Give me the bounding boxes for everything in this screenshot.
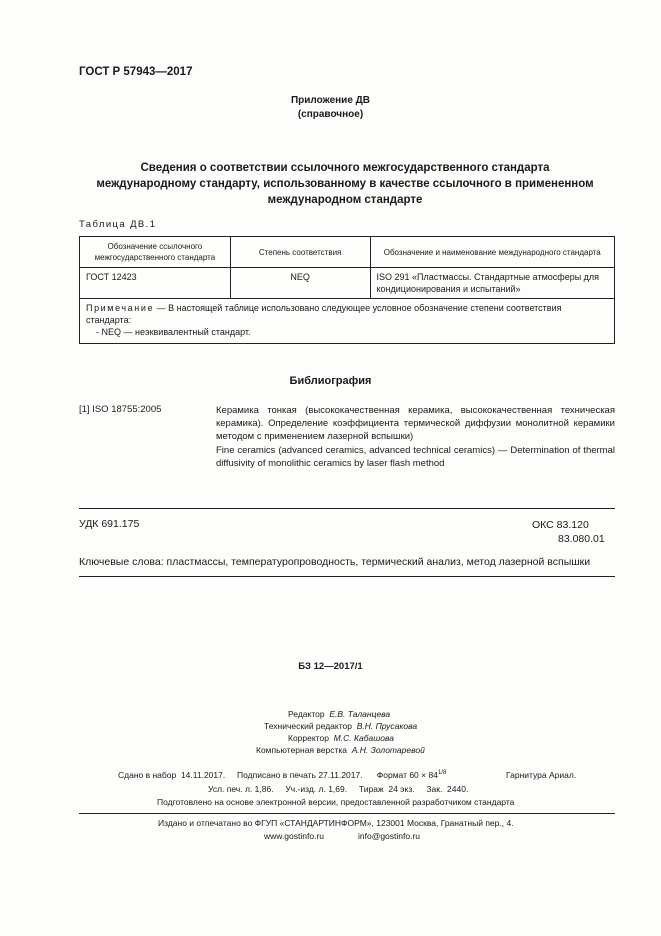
oks-code-2: 83.080.01 xyxy=(558,533,605,545)
corrector-line xyxy=(288,733,394,743)
website-link[interactable]: www.gostinfo.ru xyxy=(264,831,324,841)
table-cell-degree: NEQ xyxy=(230,268,370,299)
table-label: Таблица ДВ.1 xyxy=(79,219,157,230)
table-row xyxy=(80,268,615,299)
layout-name: А.Н. Золотаревой xyxy=(351,745,425,755)
correspondence-table xyxy=(79,236,615,344)
print-dates: Сдано в набор 14.11.2017. Подписано в печать 27.11.2017. Формат 60 × 84 xyxy=(118,770,438,780)
print-details-line2: Усл. печ. л. 1,86. Уч.-изд. л. 1,69. Тираж 24 экз. Зак. 2440. xyxy=(208,784,469,794)
layout-line xyxy=(256,745,425,755)
table-cell-ref: ГОСТ 12423 xyxy=(80,268,231,299)
email-link[interactable]: info@gostinfo.ru xyxy=(358,831,421,841)
table-header-row xyxy=(80,237,615,268)
bibliography-ref: [1] ISO 18755:2005 xyxy=(79,404,162,415)
note-item: - NEQ — неэквивалентный стандарт. xyxy=(96,327,251,337)
layout-label: Компьютерная верстка xyxy=(256,745,348,755)
tech-editor-line xyxy=(264,721,417,731)
corrector-label: Корректор xyxy=(288,733,329,743)
divider xyxy=(79,813,615,814)
corrector-name: М.С. Кабашова xyxy=(333,733,394,743)
table-note xyxy=(80,299,615,344)
column-header: Обозначение и наименование международного стандарта xyxy=(370,237,615,268)
divider xyxy=(79,508,615,509)
column-header: Степень соответствия xyxy=(230,237,370,268)
tech-editor-name: В.Н. Прусакова xyxy=(356,721,418,731)
publisher: Издано и отпечатано во ФГУП «СТАНДАРТИНФОРМ», 123001 Москва, Гранатный пер., 4. xyxy=(158,818,514,828)
annex-heading: Сведения о соответствии ссылочного межгосударственного стандарта международному стандарту, использованному в качестве ссылочного в примененном международном стандарте xyxy=(96,162,594,206)
format-fraction: 1/8 xyxy=(437,770,447,777)
font-note: Гарнитура Ариал. xyxy=(506,770,577,780)
column-header: Обозначение ссылочного межгосударственного стандарта xyxy=(80,237,231,268)
print-details-line1 xyxy=(118,770,446,780)
bibliography-title: Библиография xyxy=(289,375,372,387)
print-details-line3: Подготовлено на основе электронной версии, предоставленной разработчиком стандарта xyxy=(157,797,515,807)
bibliography-text-en: Fine ceramics (advanced ceramics, advanced technical ceramics) — Determination of thermal diffusivity of monolithic ceramics by laser flash method xyxy=(216,444,615,469)
keywords: Ключевые слова: пластмассы, температуропроводность, термический анализ, метод лазерной вспышки xyxy=(79,556,591,568)
bibliography-entry xyxy=(216,404,615,470)
note-text: — В настоящей таблице использовано следующее условное обозначение степени соответствия стандарта: xyxy=(86,303,562,325)
table-cell-intl: ISO 291 «Пластмассы. Стандартные атмосферы для кондиционирования и испытаний» xyxy=(370,268,615,299)
note-label: Примечание xyxy=(86,303,155,313)
bibliography-text-ru: Керамика тонкая (высококачественная керамика, высококачественная техническая керамика). Определение коэффициента термической диффузии монолитной керамики методом с применением лазерной вспышки) xyxy=(216,405,615,443)
udc-code: УДК 691.175 xyxy=(79,518,140,530)
annex-subtitle: (справочное) xyxy=(297,109,364,120)
oks-code-1: ОКС 83.120 xyxy=(532,519,589,531)
editor-label: Редактор xyxy=(288,709,325,719)
oks-codes xyxy=(532,518,605,546)
annex-title: Приложение ДВ xyxy=(290,95,371,106)
editor-name: Е.В. Таланцева xyxy=(329,709,391,719)
editor-line xyxy=(288,709,390,719)
document-code: ГОСТ Р 57943—2017 xyxy=(79,66,193,78)
divider xyxy=(79,576,615,577)
table-note-row xyxy=(80,299,615,344)
tech-editor-label: Технический редактор xyxy=(264,721,352,731)
bz-number: БЗ 12—2017/1 xyxy=(298,661,363,672)
